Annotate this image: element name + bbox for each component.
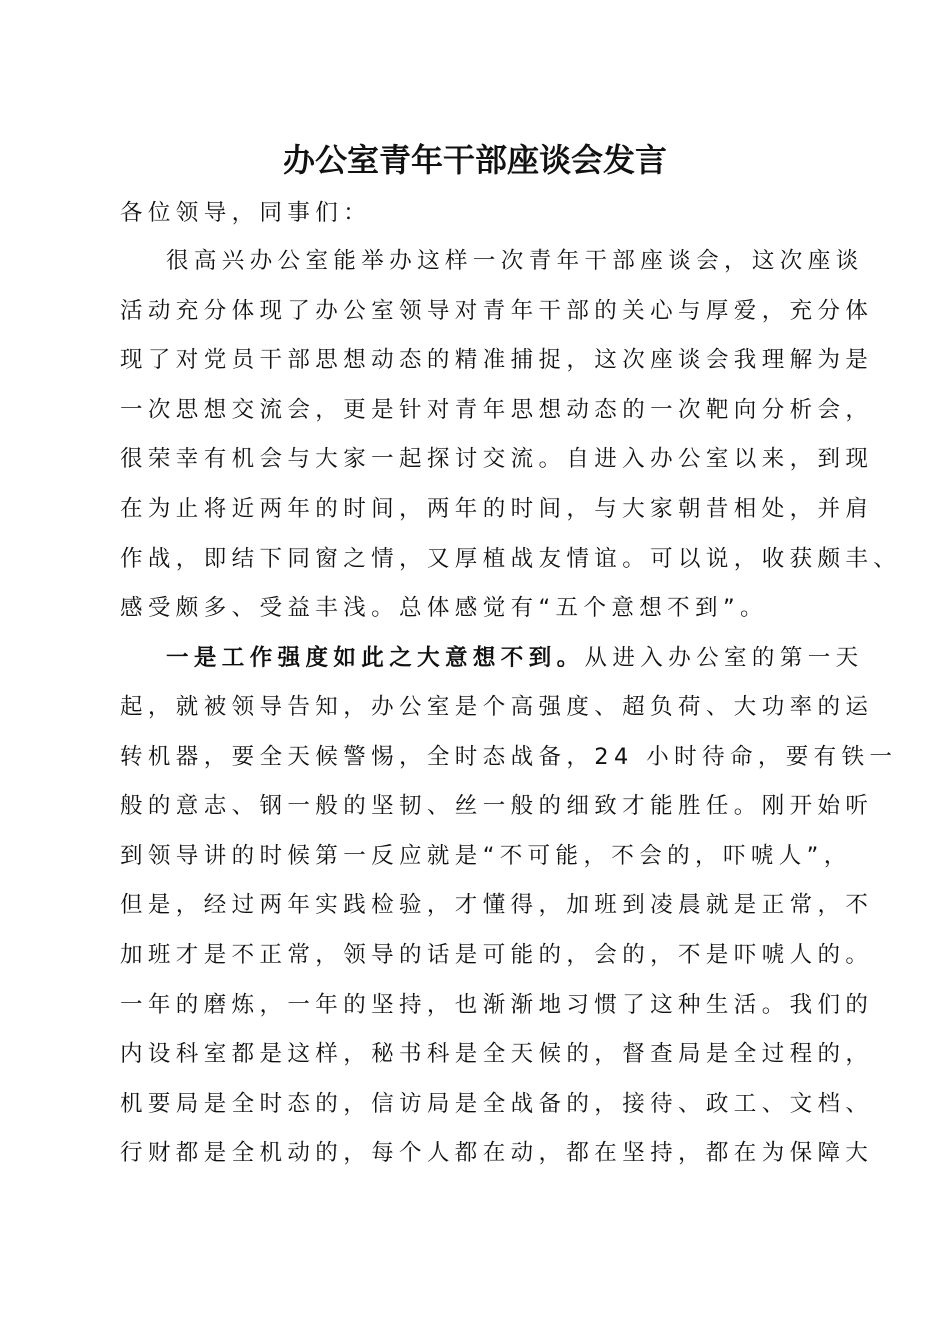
paragraph-text: 从进入办公室的第一天: [584, 645, 864, 671]
paragraph-line: 但是，经过两年实践检验，才懂得，加班到凌晨就是正常，不: [120, 892, 874, 918]
paragraph-line: 很高兴办公室能举办这样一次青年干部座谈会，这次座谈: [166, 248, 864, 274]
paragraph-line: 加班才是不正常，领导的话是可能的，会的，不是吓唬人的。: [120, 942, 874, 968]
paragraph-line: 行财都是全机动的，每个人都在动，都在坚持，都在为保障大: [120, 1140, 874, 1166]
paragraph-line: 一次思想交流会，更是针对青年思想动态的一次靶向分析会，: [120, 397, 874, 423]
paragraph-line: 般的意志、钢一般的坚韧、丝一般的细致才能胜任。刚开始听: [120, 793, 874, 819]
paragraph-line: 机要局是全时态的，信访局是全战备的，接待、政工、文档、: [120, 1091, 874, 1117]
paragraph-line: 到领导讲的时候第一反应就是“不可能，不会的，吓唬人”，: [120, 843, 852, 869]
section-heading: 一是工作强度如此之大意想不到。: [166, 645, 585, 671]
paragraph-line: 作战，即结下同窗之情，又厚植战友情谊。可以说，收获颇丰、: [120, 546, 902, 572]
paragraph-line: 现了对党员干部思想动态的精准捕捉，这次座谈会我理解为是: [120, 347, 874, 373]
paragraph-line: 内设科室都是这样，秘书科是全天候的，督查局是全过程的，: [120, 1041, 874, 1067]
paragraph-line: 感受颇多、受益丰浅。总体感觉有“五个意想不到”。: [120, 595, 768, 621]
paragraph-line: 起，就被领导告知，办公室是个高强度、超负荷、大功率的运: [120, 694, 874, 720]
paragraph-line: 在为止将近两年的时间，两年的时间，与大家朝昔相处，并肩: [120, 496, 874, 522]
paragraph-line: 活动充分体现了办公室领导对青年干部的关心与厚爱，充分体: [120, 298, 874, 324]
paragraph-line: 很荣幸有机会与大家一起探讨交流。自进入办公室以来，到现: [120, 446, 874, 472]
paragraph-line: 一年的磨炼，一年的坚持，也渐渐地习惯了这种生活。我们的: [120, 992, 874, 1018]
salutation: 各位领导，同事们：: [120, 200, 372, 226]
paragraph-line: 转机器，要全天候警惕，全时态战备，24 小时待命，要有铁一: [120, 744, 898, 770]
document-title: 办公室青年干部座谈会发言: [282, 141, 667, 179]
paragraph-line: [166, 643, 864, 673]
